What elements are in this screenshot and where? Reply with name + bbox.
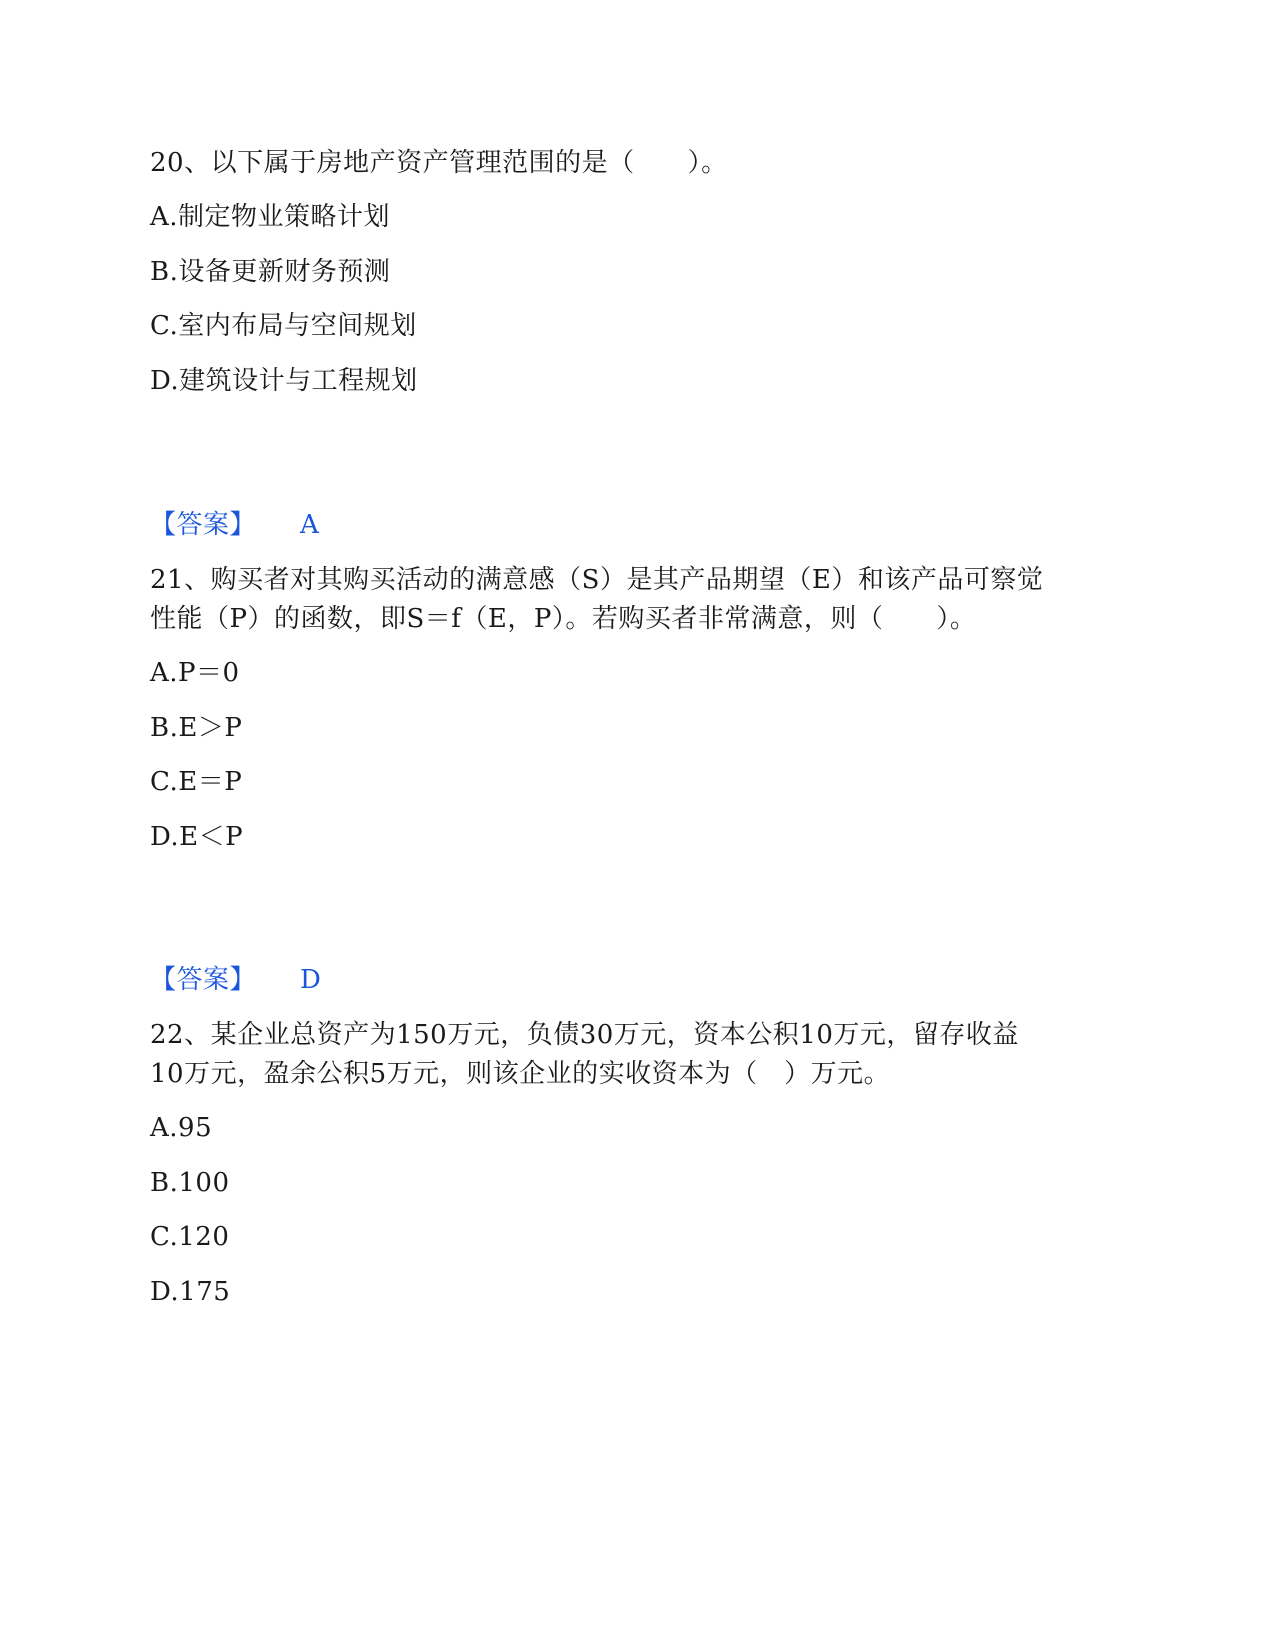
question-21-stem-line-1: 21、购买者对其购买活动的满意感（S）是其产品期望（E）和该产品可察觉 — [150, 565, 1044, 595]
question-22-option-d: D.175 — [150, 1277, 231, 1307]
question-21-option-b: B.E＞P — [150, 713, 243, 743]
question-20-option-a: A.制定物业策略计划 — [150, 202, 391, 232]
answer-label: 【答案】 — [150, 965, 257, 995]
question-21-option-d: D.E＜P — [150, 822, 244, 852]
question-20-answer — [150, 508, 319, 542]
question-22-option-c: C.120 — [150, 1222, 230, 1252]
answer-label: 【答案】 — [150, 510, 257, 540]
question-22-stem-line-2: 10万元，盈余公积5万元，则该企业的实收资本为（ ）万元。 — [150, 1059, 891, 1089]
question-21-answer — [150, 963, 321, 997]
question-20-option-c: C.室内布局与空间规划 — [150, 311, 417, 341]
question-22-stem-line-1: 22、某企业总资产为150万元，负债30万元，资本公积10万元，留存收益 — [150, 1020, 1019, 1050]
answer-value: D — [300, 965, 322, 995]
question-21-option-a: A.P＝0 — [150, 658, 240, 688]
question-20-option-b: B.设备更新财务预测 — [150, 257, 391, 287]
question-21-stem-line-2: 性能（P）的函数，即S＝f（E，P）。若购买者非常满意，则（ ）。 — [150, 604, 977, 634]
question-20-stem: 20、以下属于房地产资产管理范围的是（ ）。 — [150, 148, 728, 178]
question-20-option-d: D.建筑设计与工程规划 — [150, 366, 418, 396]
question-22-option-a: A.95 — [150, 1113, 213, 1143]
answer-value: A — [300, 510, 320, 540]
question-21-option-c: C.E＝P — [150, 767, 243, 797]
question-22-option-b: B.100 — [150, 1168, 230, 1198]
